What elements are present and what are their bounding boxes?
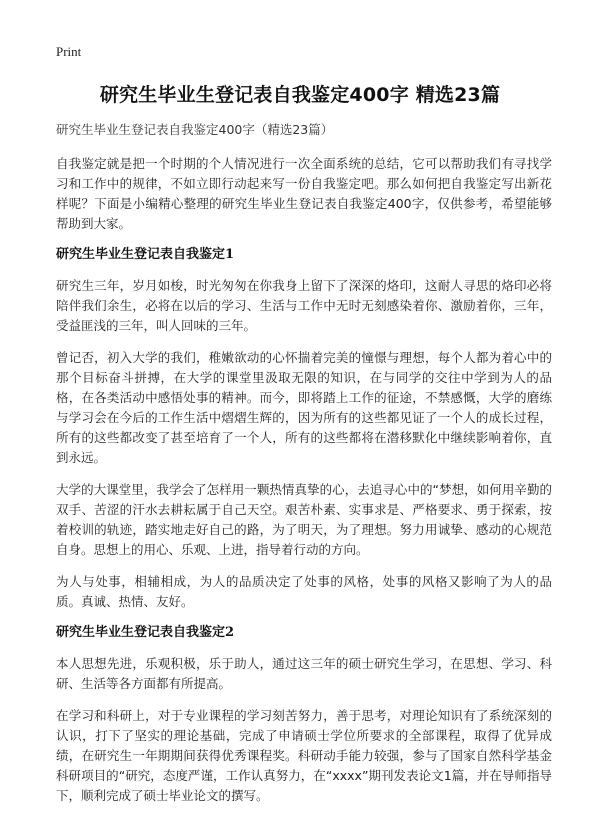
section-1-paragraph-4: 为人与处事，相辅相成，为人的品质决定了处事的风格，处事的风格又影响了为人的品质。真诚、热情、友好。 bbox=[56, 574, 552, 609]
section-2-paragraph-2: 在学习和科研上，对于专业课程的学习刻苦努力，善于思考，对理论知识有了系统深刻的认识，打下了坚实的理论基础，完成了申请硕士学位所要求的全部课程，取得了优异成绩，在研究生一年期期间获得优秀课程奖。科研动手能力较强，参与了国家自然科学基金科研项目的“研究，态度严谨，工作认真努力，在“xxxx”期刊发表论文1篇，并在导师指导下，顺利完成了硕士毕业论文的撰写。 bbox=[56, 708, 552, 803]
document-subtitle: 研究生毕业生登记表自我鉴定400字（精选23篇） bbox=[56, 122, 334, 137]
intro-paragraph: 自我鉴定就是把一个时期的个人情况进行一次全面系统的总结，它可以帮助我们有寻找学习和工作中的规律，不如立即行动起来写一份自我鉴定吧。那么如何把自我鉴定写出新花样呢？下面是小编精心整理的研究生毕业生登记表自我鉴定400字，仅供参考，希望能够帮助到大家。 bbox=[56, 156, 552, 231]
document-title: 研究生毕业生登记表自我鉴定400字 精选23篇 bbox=[99, 84, 501, 106]
section-heading-2: 研究生毕业生登记表自我鉴定2 bbox=[56, 625, 235, 640]
section-heading-1: 研究生毕业生登记表自我鉴定1 bbox=[56, 247, 235, 262]
section-1-paragraph-3: 大学的大课堂里，我学会了怎样用一颗热情真挚的心，去追寻心中的“梦想，如何用辛勤的双手、苦涩的汗水去耕耘属于自己天空。艰苦朴素、实事求是、严格要求、勇于探索，按着校训的轨迹，踏实地走好自己的路，为了明天，为了理想。努力用诚挚、感动的心规范自身。思想上的用心、乐观、上进，指导着行动的方向。 bbox=[56, 482, 552, 557]
section-1-paragraph-2: 曾记否，初入大学的我们，稚嫩欲动的心怀揣着完美的憧憬与理想，每个人都为着心中的那个目标奋斗拼搏，在大学的课堂里汲取无限的知识，在与同学的交往中学到为人的品格，在各类活动中感悟处事的精神。而今，即将踏上工作的征途，不禁感慨，大学的磨练与学习会在今后的工作生活中熠熠生辉的，因为所有的这些都见证了一个人的成长过程，所有的这些都改变了甚至培育了一个人，所有的这些都将在潜移默化中继续影响着你，直到永远。 bbox=[56, 350, 552, 465]
document-body bbox=[56, 120, 552, 818]
section-2-paragraph-1: 本人思想先进，乐观积极，乐于助人，通过这三年的硕士研究生学习，在思想、学习、科研、生活等各方面都有所提高。 bbox=[56, 656, 552, 691]
print-link[interactable]: Print bbox=[56, 44, 82, 59]
section-1-paragraph-1: 研究生三年，岁月如梭，时光匆匆在你我身上留下了深深的烙印，这耐人寻思的烙印必将陪伴我们余生，必将在以后的学习、生活与工作中无时无刻感染着你、激励着你，三年，受益匪浅的三年，叫人回味的三年。 bbox=[56, 278, 552, 333]
